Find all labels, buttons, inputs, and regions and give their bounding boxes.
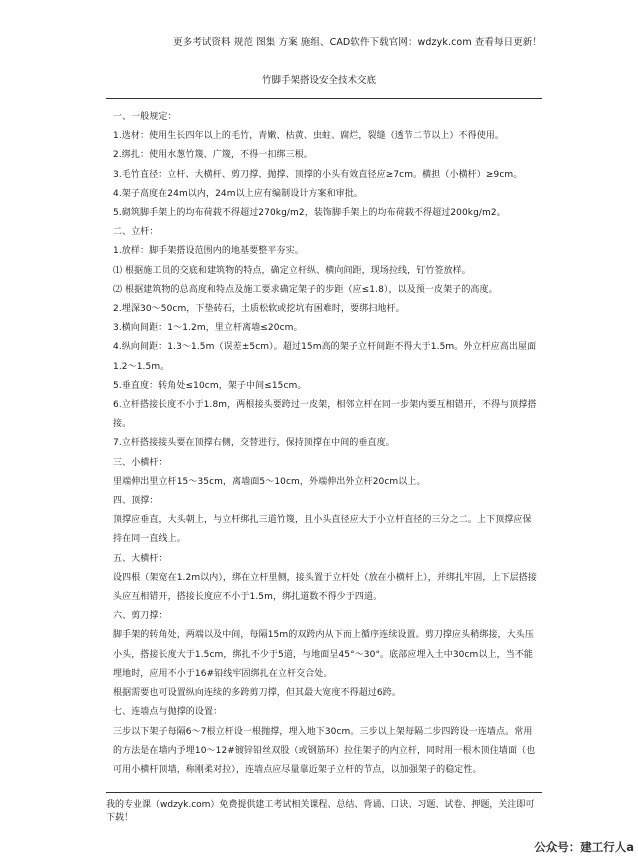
section-heading: 六、剪刀撑： xyxy=(113,611,168,622)
document-title: 竹脚手架搭设安全技术交底 xyxy=(261,75,376,86)
body-line: 4.纵向间距：1.3～1.5m（误差±5cm）。超过15m高的架子立杆间距不得大于1.5m。外立杆应高出屋面1.2～1.5m。 xyxy=(113,342,537,372)
body-line: 7.立杆搭接接头要在顶撑右侧，交替进行，保持顶撑在中间的垂直度。 xyxy=(113,438,395,449)
body-line: 顶撑应垂直，大头朝上，与立杆绑扎三道竹篾，且小头直径应大于小立杆直径的三分之二。上下顶撑应保持在同一直线上。 xyxy=(113,515,532,545)
body-line: ⑵ 根据建筑物的总高度和特点及施工要求确定架子的步距（应≤1.8），以及预一皮架子的高度。 xyxy=(113,284,498,295)
body-line: 3.横向间距：1～1.2m，里立杆离墙≤20cm。 xyxy=(113,323,303,334)
body-line: 3.毛竹直径：立杆、大横杆、剪刀撑、抛撑、顶撑的小头有效直径应≥7cm。横担（小横杆）≥9cm。 xyxy=(113,169,523,180)
header-note: 更多考试资料 规范 图集 方案 施组、CAD软件下载官网：wdzyk.com 查看每日更新！ xyxy=(173,37,542,48)
document-body xyxy=(113,108,538,780)
body-line: 5.垂直度：转角处≤10cm，架子中间≤15cm。 xyxy=(113,380,307,391)
body-line: 1.放样：脚手架搭设范围内的地基要整平夯实。 xyxy=(113,246,304,257)
section-heading: 四、顶撑： xyxy=(113,496,159,507)
body-line: 6.立杆搭接长度不小于1.8m，两根接头要跨过一皮架，相邻立杆在同一步架内要互相错开，不得与顶撑搭接。 xyxy=(113,400,537,430)
footer-note: 我的专业课（wdzyk.com）免费提供建工考试相关课程、总结、背诵、口诀、习题、试卷、押题，关注即可下载！ xyxy=(106,800,535,823)
body-line: 根据需要也可设置纵向连续的多跨剪刀撑，但其最大宽度不得超过6跨。 xyxy=(113,688,401,699)
body-line: 4.架子高度在24m以内，24m以上应有编制设计方案和审批。 xyxy=(113,188,364,199)
bottom-divider xyxy=(106,792,542,793)
section-heading: 一、一般规定： xyxy=(113,112,177,122)
watermark-text: 公众号：建工行人a xyxy=(534,840,634,854)
section-heading: 三、小横杆： xyxy=(113,457,168,468)
body-line: 5.砌筑脚手架上的均布荷载不得超过270kg/m2，装饰脚手架上的均布荷载不得超过200kg/m2。 xyxy=(113,208,506,219)
top-divider xyxy=(106,98,542,99)
section-heading: 二、立杆： xyxy=(113,227,159,238)
section-heading: 七、连墙点与抛撑的设置： xyxy=(113,707,223,718)
body-line: 里端伸出里立杆15～35cm，离墙面5～10cm，外端伸出外立杆20cm以上。 xyxy=(113,476,426,487)
body-line: 脚手架的转角处，两端以及中间，每隔15m的双跨内从下而上循序连续设置。剪刀撑应头稍绑接，大头压小头，搭接长度大于1.5cm，绑扎不少于5道，与地面呈45°～30°。底部应埋入土中30cm以上，当不能埋地时，应用不小于16#铅线牢固绑扎在立杆交合处。 xyxy=(113,630,534,679)
body-line: 设四根（架宽在1.2m以内），绑在立杆里侧，接头置于立杆处（放在小横杆上），并绑扎牢固，上下层搭接头应互相错开，搭接长度应不小于1.5m，绑扎道数不得少于四道。 xyxy=(113,572,537,603)
section-heading: 五、大横杆： xyxy=(113,553,168,564)
body-line: 2.绑扎：使用水葱竹篾、广篾，不得一扣绑三根。 xyxy=(113,150,313,161)
body-line: ⑴ 根据施工员的交底和建筑物的特点，确定立杆纵、横向间距，现场拉线，钉竹签放样。 xyxy=(113,265,471,276)
body-line: 1.选材：使用生长四年以上的毛竹，青嫩、枯黄、虫蛀、腐烂，裂缝（透节二节以上）不得使用。 xyxy=(113,131,504,142)
body-line: 三步以下架子每隔6～7根立杆设一根抛撑，埋入地下30cm。三步以上架每隔二步四跨设一连墙点。常用的方法是在墙内予埋10～12#镀锌铅丝双股（或钢筋环）拉住架子的内立杆，同时用一根木顶住墙面（也可用小横杆顶墙，称刚柔对拉），连墙点应尽量靠近架子立杆的节点，以加强架子的稳定性。 xyxy=(113,726,536,775)
body-line: 2.埋深30～50cm，下垫砖石，土质松软或挖坑有困难时，要绑扫地杆。 xyxy=(113,304,405,315)
